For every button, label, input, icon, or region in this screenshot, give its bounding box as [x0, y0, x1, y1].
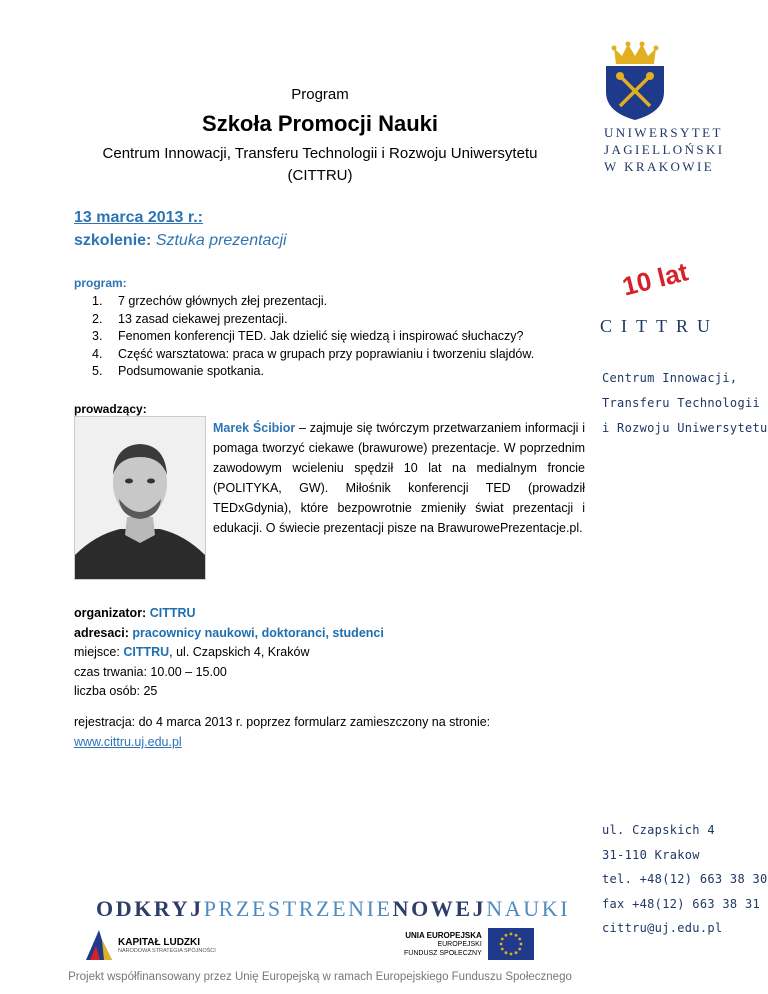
program-item-text: Część warsztatowa: praca w grupach przy poprawianiu i tworzeniu slajdów.	[118, 346, 535, 361]
cittru-wordmark: CITTRU	[600, 316, 719, 336]
program-item-text: Fenomen konferencji TED. Jak dzielić się wiedzą i inspirować słuchaczy?	[118, 329, 524, 343]
people-row: liczba osób: 25	[74, 684, 158, 698]
program-item-number: 5.	[92, 364, 103, 378]
eu-subtitle: FUNDUSZ SPOŁECZNY	[404, 949, 482, 957]
program-item-number: 4.	[92, 346, 103, 361]
program-item-text: Podsumowanie spotkania.	[118, 364, 264, 378]
host-label: prowadzący:	[74, 402, 147, 416]
organizer-label: organizator:	[74, 606, 147, 620]
slogan-part: NAUKI	[486, 896, 571, 921]
training-label: szkolenie:	[74, 232, 152, 249]
host-bio-text: – zajmuje się twórczym przetwarzaniem informacji i pomaga tworzyć ciekawe (brawurowe) prezentacje. W poprzednim zawodowym wcieleniu spędził 10 lat na medialnym froncie (POLITYKA, GW). Miłośnik konferencji TED (prowadził TEDxGdynia), które bezpowrotnie zmieniły świat prezentacji i edukacji. O świecie prezentacji pisze na BrawurowePrezentacje.pl.	[213, 421, 585, 535]
contact-address: ul. Czapskich 4	[602, 823, 715, 837]
slogan-part: ODKRYJ	[96, 896, 204, 921]
document-label: Program	[291, 86, 349, 103]
duration-row: czas trwania: 10.00 – 15.00	[74, 664, 227, 679]
kapital-ludzki-logo	[84, 928, 216, 962]
anniversary-badge: 10 lat	[619, 256, 692, 302]
place-label: miejsce:	[74, 645, 120, 659]
place-org: CITTRU	[123, 645, 170, 659]
contact-email[interactable]: cittru@uj.edu.pl	[602, 921, 723, 935]
cittru-name-line: Transferu Technologii	[602, 396, 761, 410]
kapital-ludzki-icon	[84, 928, 114, 962]
eu-logo	[404, 928, 534, 960]
kapital-ludzki-title: KAPITAŁ LUDZKI	[118, 936, 201, 948]
program-item	[92, 363, 534, 381]
contact-block	[602, 818, 768, 941]
eu-subtitle: EUROPEJSKI	[437, 940, 482, 948]
place-row	[74, 643, 384, 663]
document-subtitle-abbrev: (CITTRU)	[287, 167, 353, 184]
host-name: Marek Ścibior	[213, 421, 296, 435]
uj-name-line: UNIWERSYTET	[604, 125, 723, 140]
organizer-row	[74, 604, 384, 624]
program-item	[92, 293, 534, 311]
uj-name	[604, 124, 725, 175]
uj-crest-logo	[602, 40, 668, 127]
program-item-text: 7 grzechów głównych złej prezentacji.	[118, 294, 328, 308]
program-item	[92, 311, 534, 329]
footer-slogan	[96, 896, 570, 922]
event-details	[74, 604, 384, 702]
slogan-part: PRZESTRZENIE	[203, 896, 393, 921]
place-address: , ul. Czapskich 4, Kraków	[169, 645, 310, 659]
program-item-number: 2.	[92, 311, 103, 326]
cofinancing-note: Projekt współfinansowany przez Unię Europejską w ramach Europejskiego Funduszu Społecznego	[68, 971, 572, 983]
program-list	[92, 293, 534, 381]
eu-title: UNIA EUROPEJSKA	[405, 930, 482, 940]
slogan-part: NOWEJ	[392, 896, 487, 921]
program-label: program:	[74, 276, 127, 290]
cittru-full-name	[602, 366, 768, 441]
uj-name-line: W KRAKOWIE	[604, 159, 715, 174]
cittru-name-line: Centrum Innowacji,	[602, 371, 738, 385]
eu-flag-icon	[488, 928, 534, 960]
program-item-number: 1.	[92, 294, 103, 308]
program-item-text: 13 zasad ciekawej prezentacji.	[118, 311, 288, 326]
contact-fax: fax +48(12) 663 38 31	[602, 896, 761, 911]
program-item	[92, 328, 534, 346]
event-date: 13 marca 2013 r.:	[74, 209, 203, 226]
program-item-number: 3.	[92, 329, 103, 343]
registration	[74, 712, 586, 752]
document-title: Szkoła Promocji Nauki	[202, 111, 438, 136]
document-subtitle: Centrum Innowacji, Transferu Technologii i Rozwoju Uniwersytetu	[102, 145, 538, 162]
contact-phone: tel. +48(12) 663 38 30	[602, 872, 768, 886]
uj-name-line: JAGIELLOŃSKI	[604, 142, 725, 157]
host-bio	[213, 418, 585, 538]
cittru-logo	[600, 256, 726, 342]
contact-city: 31-110 Krakow	[602, 847, 700, 862]
registration-text: rejestracja: do 4 marca 2013 r. poprzez formularz zamieszczony na stronie:	[74, 715, 491, 729]
cittru-name-line: i Rozwoju Uniwersytetu	[602, 421, 768, 435]
training-title: Sztuka prezentacji	[155, 232, 287, 249]
training-line	[74, 232, 287, 250]
organizer-value: CITTRU	[149, 606, 196, 620]
kapital-ludzki-subtitle: NARODOWA STRATEGIA SPÓJNOŚCI	[118, 947, 216, 954]
registration-link[interactable]: www.cittru.uj.edu.pl	[74, 735, 182, 749]
audience-value: pracownicy naukowi, doktoranci, studenci	[132, 625, 384, 640]
audience-row	[74, 624, 384, 644]
program-item	[92, 346, 534, 364]
audience-label: adresaci:	[74, 625, 129, 640]
host-photo	[74, 416, 206, 580]
